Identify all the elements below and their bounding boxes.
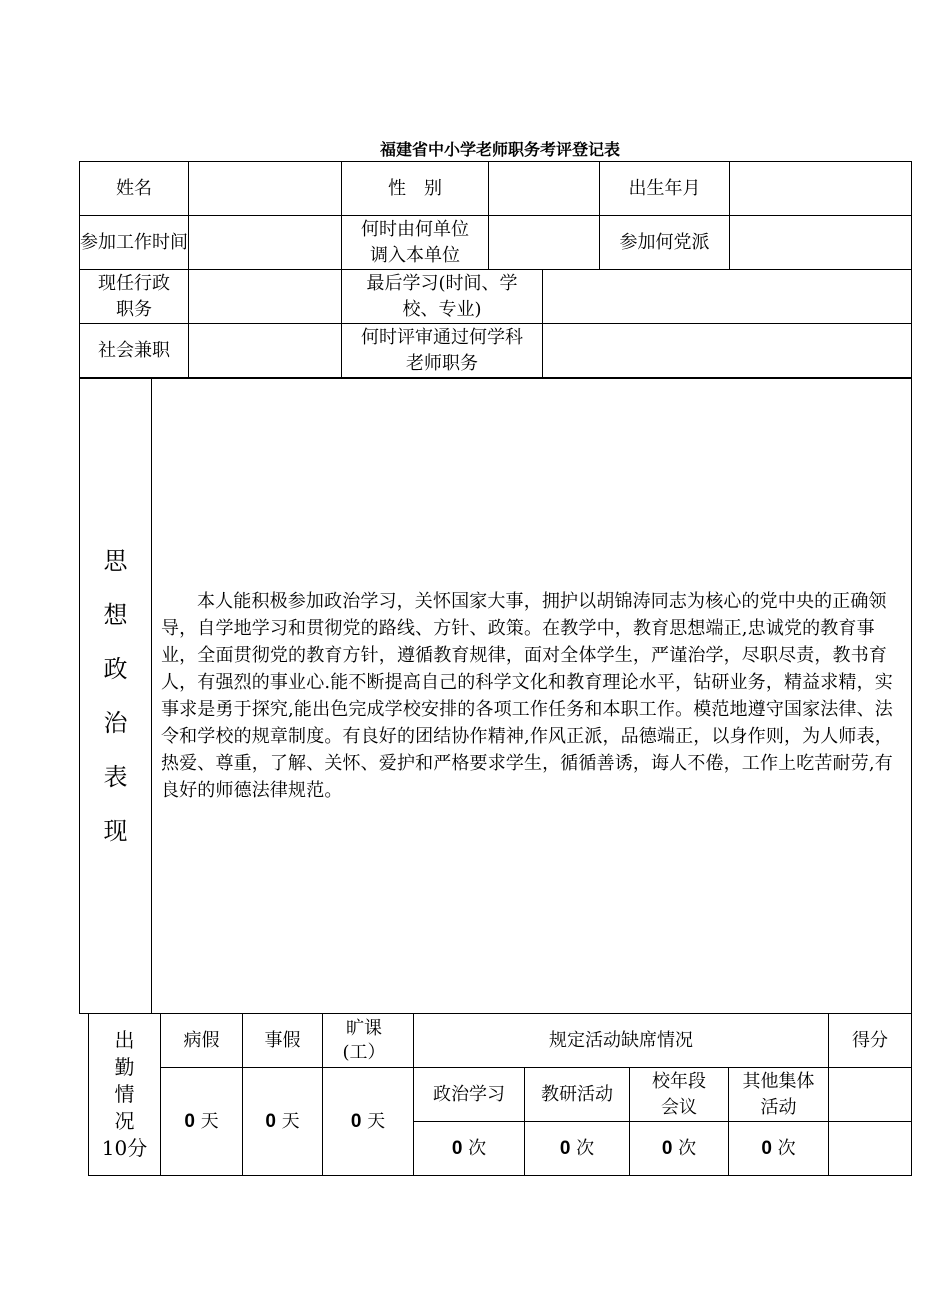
political-section-label (80, 379, 152, 1014)
attendance-label-char: 勤 (114, 1055, 135, 1079)
other-activity-value: 0 次 (729, 1122, 829, 1176)
political-label-char: 现 (103, 817, 128, 845)
grade-meeting-value: 0 次 (630, 1122, 729, 1176)
other-activity-label: 其他集体活动 (729, 1068, 829, 1122)
research-activity-label: 教研活动 (525, 1068, 630, 1122)
work-start-label: 参加工作时间 (80, 216, 189, 270)
social-post-label: 社会兼职 (80, 324, 189, 378)
title-review-label: 何时评审通过何学科老师职务 (342, 324, 543, 378)
basic-info-table (79, 161, 912, 378)
birth-label: 出生年月 (600, 162, 730, 216)
transfer-field[interactable] (489, 216, 600, 270)
absent-label: 旷课(工） (323, 1014, 414, 1068)
birth-field[interactable] (730, 162, 912, 216)
attendance-label-char: 况 (114, 1109, 135, 1133)
attendance-label-char: 出 (114, 1028, 135, 1052)
score-value-field[interactable] (829, 1122, 912, 1176)
grade-meeting-label: 校年段会议 (630, 1068, 729, 1122)
social-post-field[interactable] (189, 324, 342, 378)
party-label: 参加何党派 (600, 216, 730, 270)
education-label: 最后学习(时间、学校、专业) (342, 270, 543, 324)
admin-post-label: 现任行政职务 (80, 270, 189, 324)
attendance-section-label (89, 1014, 161, 1176)
political-label-char: 想 (103, 601, 128, 629)
form-title: 福建省中小学老师职务考评登记表 (379, 140, 620, 159)
personal-leave-label: 事假 (243, 1014, 323, 1068)
attendance-table (88, 1013, 912, 1176)
name-label: 姓名 (80, 162, 189, 216)
political-label-char: 政 (103, 655, 128, 683)
gender-field[interactable] (489, 162, 600, 216)
political-text: 本人能积极参加政治学习，关怀国家大事，拥护以胡锦涛同志为核心的党中央的正确领导，自学地学习和贯彻党的路线、方针、政策。在教学中，教育思想端正,忠诚党的教育事业，全面贯彻党的教育方针，遵循教育规律，面对全体学生，严谨治学，尽职尽责，教书育人，有强烈的事业心.能不断提高自己的科学文化和教育理论水平，钻研业务，精益求精，实事求是勇于探究,能出色完成学校安排的各项工作任务和本职工作。模范地遵守国家法律、法令和学校的规章制度。有良好的团结协作精神,作风正派，品德端正，以身作则，为人师表，热爱、尊重，了解、关怀、爱护和严格要求学生，循循善诱，诲人不倦，工作上吃苦耐劳,有良好的师德法律规范。 (152, 379, 912, 1014)
gender-label: 性 别 (342, 162, 489, 216)
activity-absence-label: 规定活动缺席情况 (414, 1014, 829, 1068)
political-label-char: 思 (103, 547, 128, 575)
attendance-label-char: 情 (114, 1082, 135, 1106)
personal-leave-value: 0 天 (243, 1068, 323, 1176)
party-field[interactable] (730, 216, 912, 270)
research-activity-value: 0 次 (525, 1122, 630, 1176)
work-start-field[interactable] (189, 216, 342, 270)
political-study-label: 政治学习 (414, 1068, 525, 1122)
name-field[interactable] (189, 162, 342, 216)
admin-post-field[interactable] (189, 270, 342, 324)
sick-leave-value: 0 天 (161, 1068, 243, 1176)
political-label-char: 治 (103, 709, 128, 737)
political-study-value: 0 次 (414, 1122, 525, 1176)
title-review-field[interactable] (543, 324, 912, 378)
sick-leave-label: 病假 (161, 1014, 243, 1068)
score-label: 得分 (829, 1014, 912, 1068)
attendance-score-label: 10分 (101, 1136, 148, 1160)
political-table (79, 378, 912, 1014)
transfer-label: 何时由何单位调入本单位 (342, 216, 489, 270)
political-label-char: 表 (103, 763, 128, 791)
education-field[interactable] (543, 270, 912, 324)
score-field[interactable] (829, 1068, 912, 1122)
absent-value: 0 天 (323, 1068, 414, 1176)
